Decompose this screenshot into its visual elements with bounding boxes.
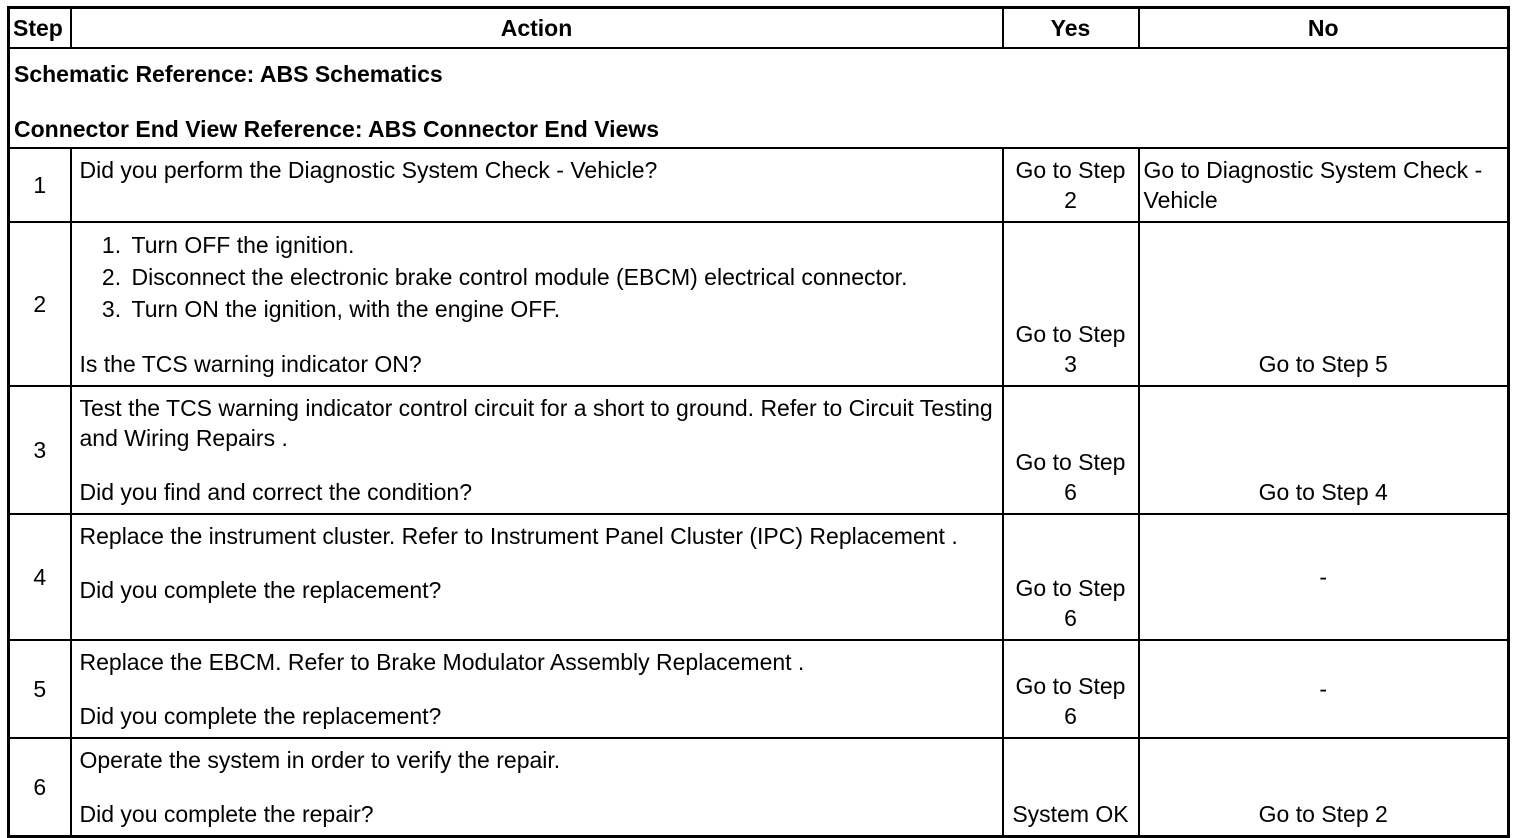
action-text: Replace the instrument cluster. Refer to Instrument Panel Cluster (IPC) Replacement . — [79, 523, 958, 549]
question-text: Did you complete the replacement? — [79, 703, 442, 729]
step-number: 5 — [9, 640, 71, 738]
no-cell: - — [1139, 514, 1509, 640]
step-number: 2 — [9, 222, 71, 386]
question-text: Did you complete the replacement? — [79, 577, 442, 603]
question-text: Is the TCS warning indicator ON? — [79, 351, 422, 377]
yes-cell: Go to Step 6 — [1003, 514, 1139, 640]
action-steps-list — [80, 229, 996, 325]
no-cell: Go to Diagnostic System Check - Vehicle — [1139, 148, 1509, 222]
action-text: Did you perform the Diagnostic System Check - Vehicle? — [79, 157, 658, 183]
header-row — [9, 8, 1509, 49]
action-cell — [71, 386, 1003, 514]
table-row — [9, 514, 1509, 640]
action-cell — [71, 640, 1003, 738]
reference-row — [9, 48, 1509, 148]
yes-cell: Go to Step 3 — [1003, 222, 1139, 386]
no-cell: Go to Step 2 — [1139, 738, 1509, 837]
question-text: Did you complete the repair? — [79, 801, 374, 827]
step-number: 4 — [9, 514, 71, 640]
diagnostic-table — [7, 6, 1510, 838]
reference-cell — [9, 48, 1509, 148]
header-action: Action — [71, 8, 1003, 49]
yes-cell: System OK — [1003, 738, 1139, 837]
action-cell — [71, 738, 1003, 837]
list-item: 2. Disconnect the electronic brake control module (EBCM) electrical connector. — [128, 261, 996, 293]
table-row — [9, 148, 1509, 222]
header-step: Step — [9, 8, 71, 49]
step-number: 3 — [9, 386, 71, 514]
action-text: Replace the EBCM. Refer to Brake Modulator Assembly Replacement . — [79, 649, 805, 675]
table-row — [9, 222, 1509, 386]
action-cell — [71, 514, 1003, 640]
table-row — [9, 386, 1509, 514]
no-cell: - — [1139, 640, 1509, 738]
action-cell — [71, 148, 1003, 222]
schematic-reference: Schematic Reference: ABS Schematics — [14, 61, 443, 87]
header-yes: Yes — [1003, 8, 1139, 49]
yes-cell: Go to Step 2 — [1003, 148, 1139, 222]
list-item: 1. Turn OFF the ignition. — [128, 229, 996, 261]
table-row — [9, 738, 1509, 837]
diagnostic-table-document — [7, 6, 1510, 838]
action-cell — [71, 222, 1003, 386]
yes-cell: Go to Step 6 — [1003, 386, 1139, 514]
step-number: 1 — [9, 148, 71, 222]
table-row — [9, 640, 1509, 738]
header-no: No — [1139, 8, 1509, 49]
connector-reference: Connector End View Reference: ABS Connector End Views — [14, 116, 659, 142]
yes-cell: Go to Step 6 — [1003, 640, 1139, 738]
question-text: Did you find and correct the condition? — [79, 479, 473, 505]
action-text: Test the TCS warning indicator control circuit for a short to ground. Refer to Circuit Testing and Wiring Repairs . — [79, 395, 993, 451]
no-cell: Go to Step 5 — [1139, 222, 1509, 386]
action-text: Operate the system in order to verify the repair. — [79, 747, 561, 773]
no-cell: Go to Step 4 — [1139, 386, 1509, 514]
step-number: 6 — [9, 738, 71, 837]
list-item: 3. Turn ON the ignition, with the engine OFF. — [128, 293, 996, 325]
